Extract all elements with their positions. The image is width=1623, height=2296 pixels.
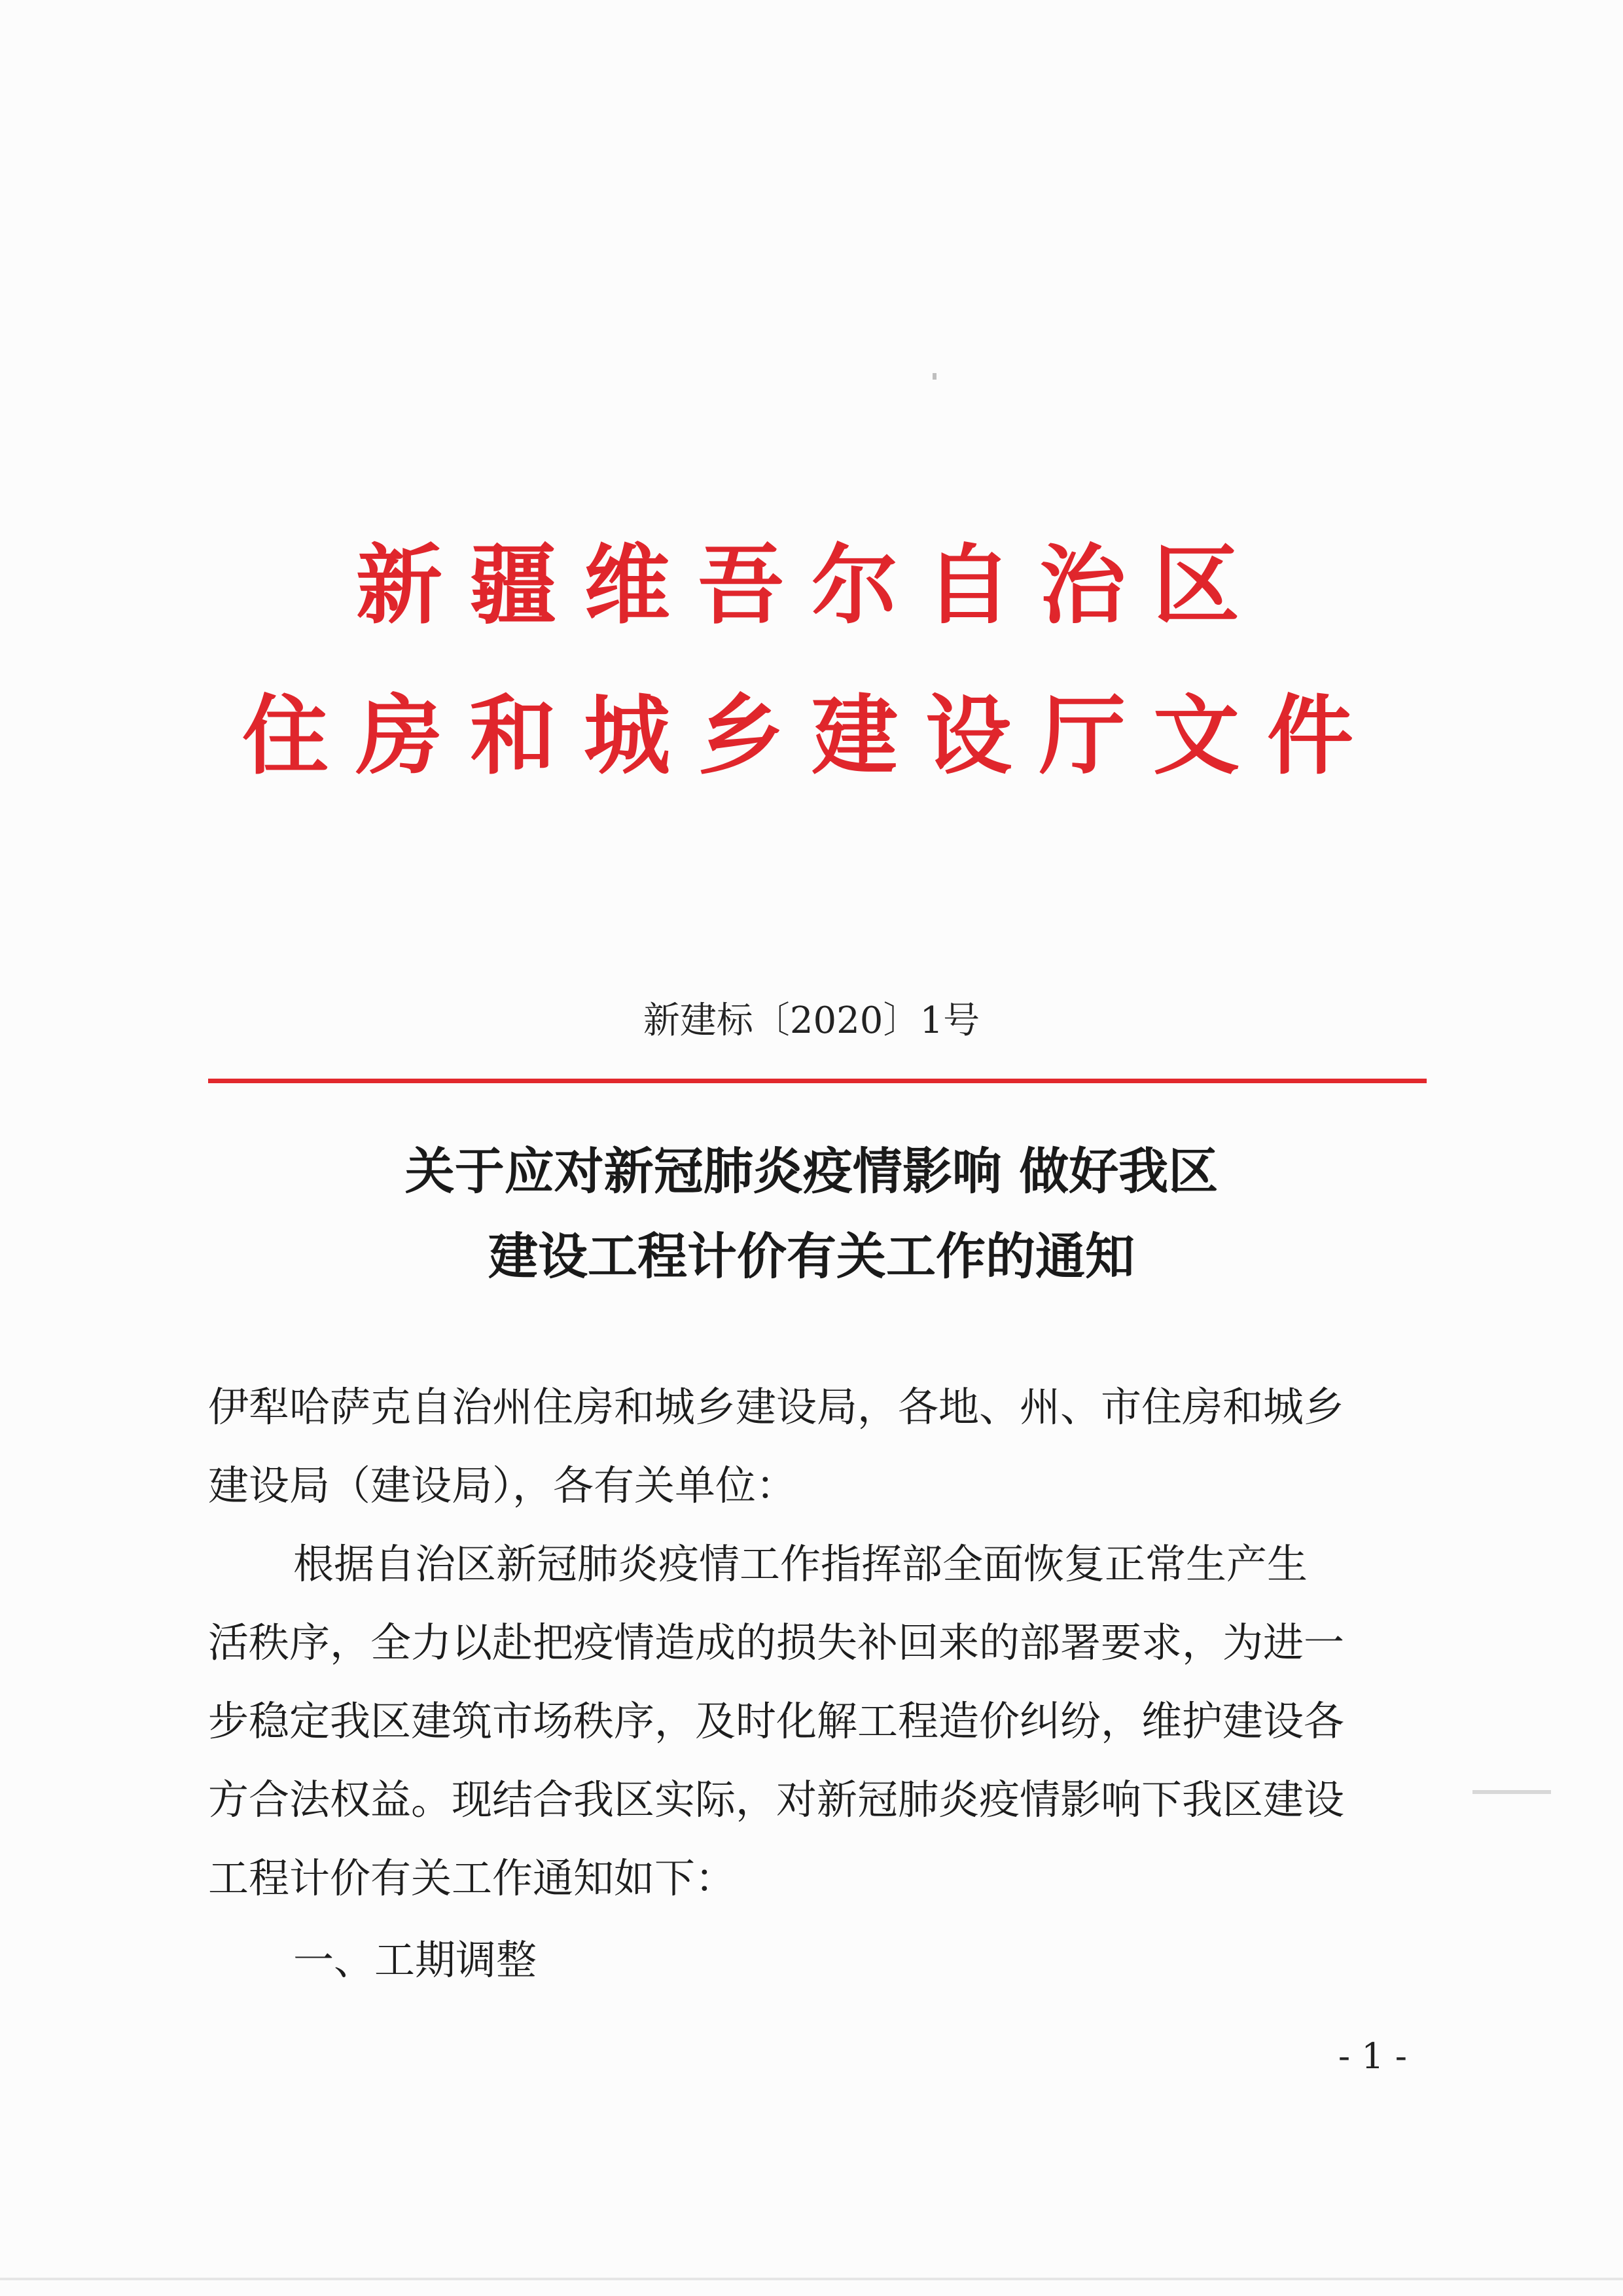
document-title-line1: 关于应对新冠肺炎疫情影响 做好我区 <box>404 1142 1219 1200</box>
scan-speck <box>933 373 936 380</box>
red-separator-line <box>208 1079 1427 1083</box>
page-number: - 1 - <box>1338 2036 1407 2077</box>
issuer-header-line1: 新疆维吾尔自治区 <box>356 535 1267 636</box>
body-paragraph-line: 工程计价有关工作通知如下： <box>208 1854 736 1902</box>
scan-edge <box>0 2278 1623 2280</box>
document-title-line2: 建设工程计价有关工作的通知 <box>488 1227 1135 1285</box>
document-number: 新建标〔2020〕1号 <box>643 999 980 1042</box>
section-heading: 一、工期调整 <box>293 1936 537 1984</box>
recipients-line1: 伊犁哈萨克自治州住房和城乡建设局，各地、州、市住房和城乡 <box>208 1383 1345 1431</box>
recipients-line2: 建设局（建设局），各有关单位： <box>208 1462 797 1509</box>
body-paragraph-line: 活秩序，全力以赴把疫情造成的损失补回来的部署要求，为进一 <box>208 1619 1345 1666</box>
issuer-header-line2: 住房和城乡建设厅文件 <box>242 685 1381 787</box>
body-paragraph-line: 根据自治区新冠肺炎疫情工作指挥部全面恢复正常生产生 <box>293 1540 1308 1588</box>
body-paragraph-line: 方合法权益。现结合我区实际，对新冠肺炎疫情影响下我区建设 <box>208 1776 1345 1823</box>
scan-speck <box>1472 1790 1551 1794</box>
body-paragraph-line: 步稳定我区建筑市场秩序，及时化解工程造价纠纷，维护建设各 <box>208 1697 1345 1745</box>
